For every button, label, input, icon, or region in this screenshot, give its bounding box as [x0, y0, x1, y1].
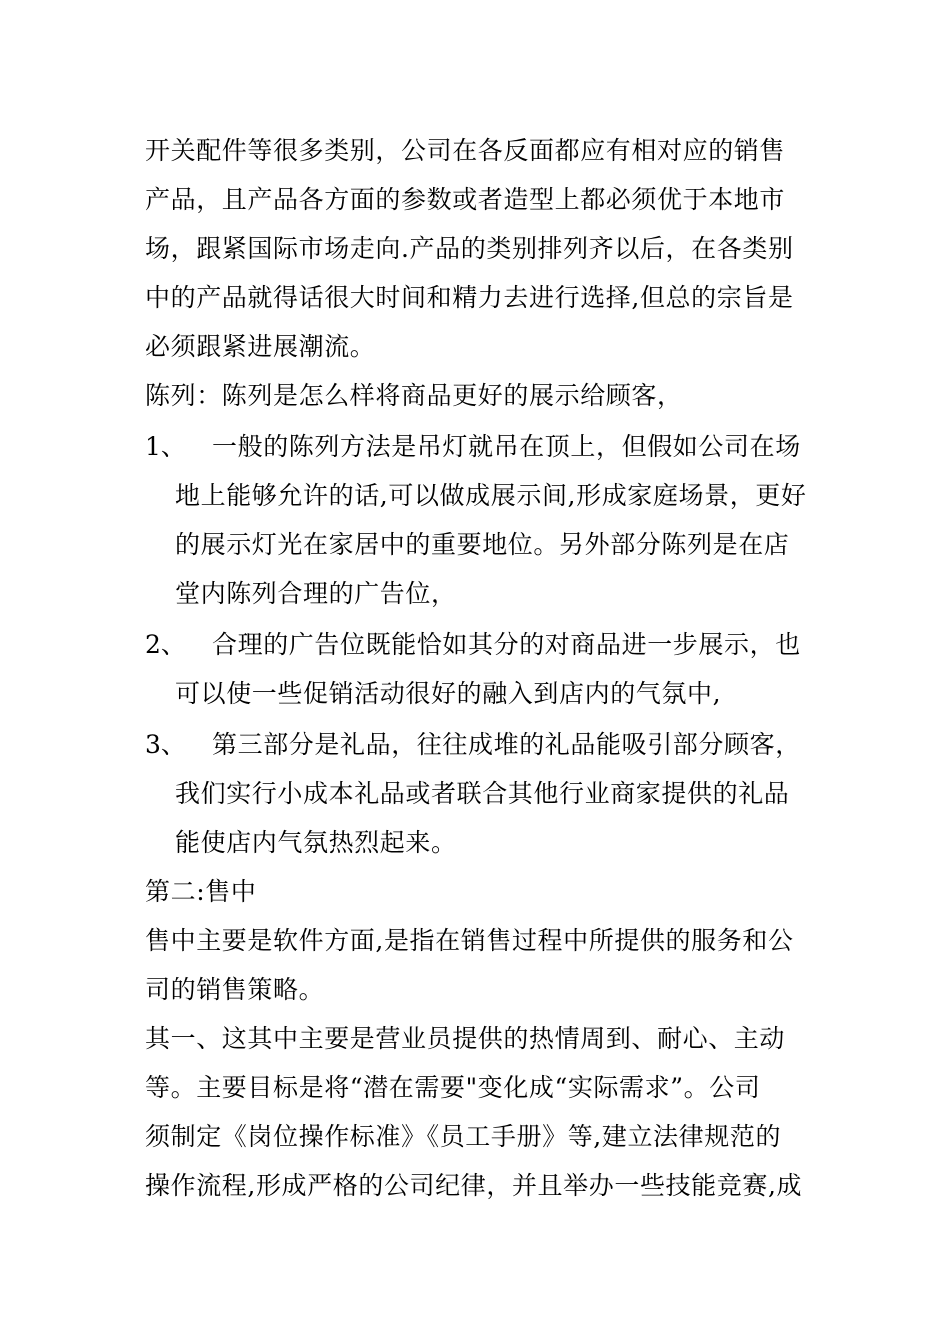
paragraph-line: 司的销售策略。: [145, 975, 325, 1004]
section-heading-display: 陈列：陈列是怎么样将商品更好的展示给顾客，: [145, 381, 683, 410]
list-item-line: 合理的广告位既能恰如其分的对商品进一步展示，也: [212, 630, 801, 659]
paragraph-line: 等。主要目标是将“潜在需要"变化成“实际需求”。公司: [145, 1073, 761, 1102]
paragraph-line: 须制定《岗位操作标准》《员工手册》等,建立法律规范的: [145, 1122, 782, 1151]
list-item-line: 堂内陈列合理的广告位，: [175, 579, 457, 608]
list-item-line: 第三部分是礼品，往往成堆的礼品能吸引部分顾客，: [212, 730, 801, 759]
paragraph-line: 售中主要是软件方面,是指在销售过程中所提供的服务和公: [145, 926, 794, 955]
paragraph-line: 场，跟紧国际市场走向.产品的类别排列齐以后，在各类别: [145, 234, 794, 263]
list-number: 3、: [145, 730, 186, 759]
list-item-line: 的展示灯光在家居中的重要地位。另外部分陈列是在店: [175, 530, 790, 559]
section-heading-sale: 第二:售中: [145, 877, 257, 906]
paragraph-line: 操作流程,形成严格的公司纪律，并且举办一些技能竞赛,成: [145, 1171, 803, 1200]
list-item-line: 地上能够允许的话,可以做成展示间,形成家庭场景，更好: [175, 481, 807, 510]
list-item-line: 一般的陈列方法是吊灯就吊在顶上，但假如公司在场: [212, 432, 801, 461]
paragraph-line: 必须跟紧进展潮流。: [145, 332, 376, 361]
list-item-line: 可以使一些促销活动很好的融入到店内的气氛中,: [175, 679, 722, 708]
paragraph-line: 其一、这其中主要是营业员提供的热情周到、耐心、主动: [145, 1024, 786, 1053]
list-number: 2、: [145, 630, 186, 659]
list-number: 1、: [145, 432, 186, 461]
paragraph-line: 产品，且产品各方面的参数或者造型上都必须优于本地市: [145, 185, 786, 214]
list-item-line: 我们实行小成本礼品或者联合其他行业商家提供的礼品: [175, 779, 790, 808]
paragraph-line: 开关配件等很多类别，公司在各反面都应有相对应的销售: [145, 136, 786, 165]
list-item-line: 能使店内气氛热烈起来。: [175, 828, 457, 857]
paragraph-line: 中的产品就得话很大时间和精力去进行选择,但总的宗旨是: [145, 283, 794, 312]
